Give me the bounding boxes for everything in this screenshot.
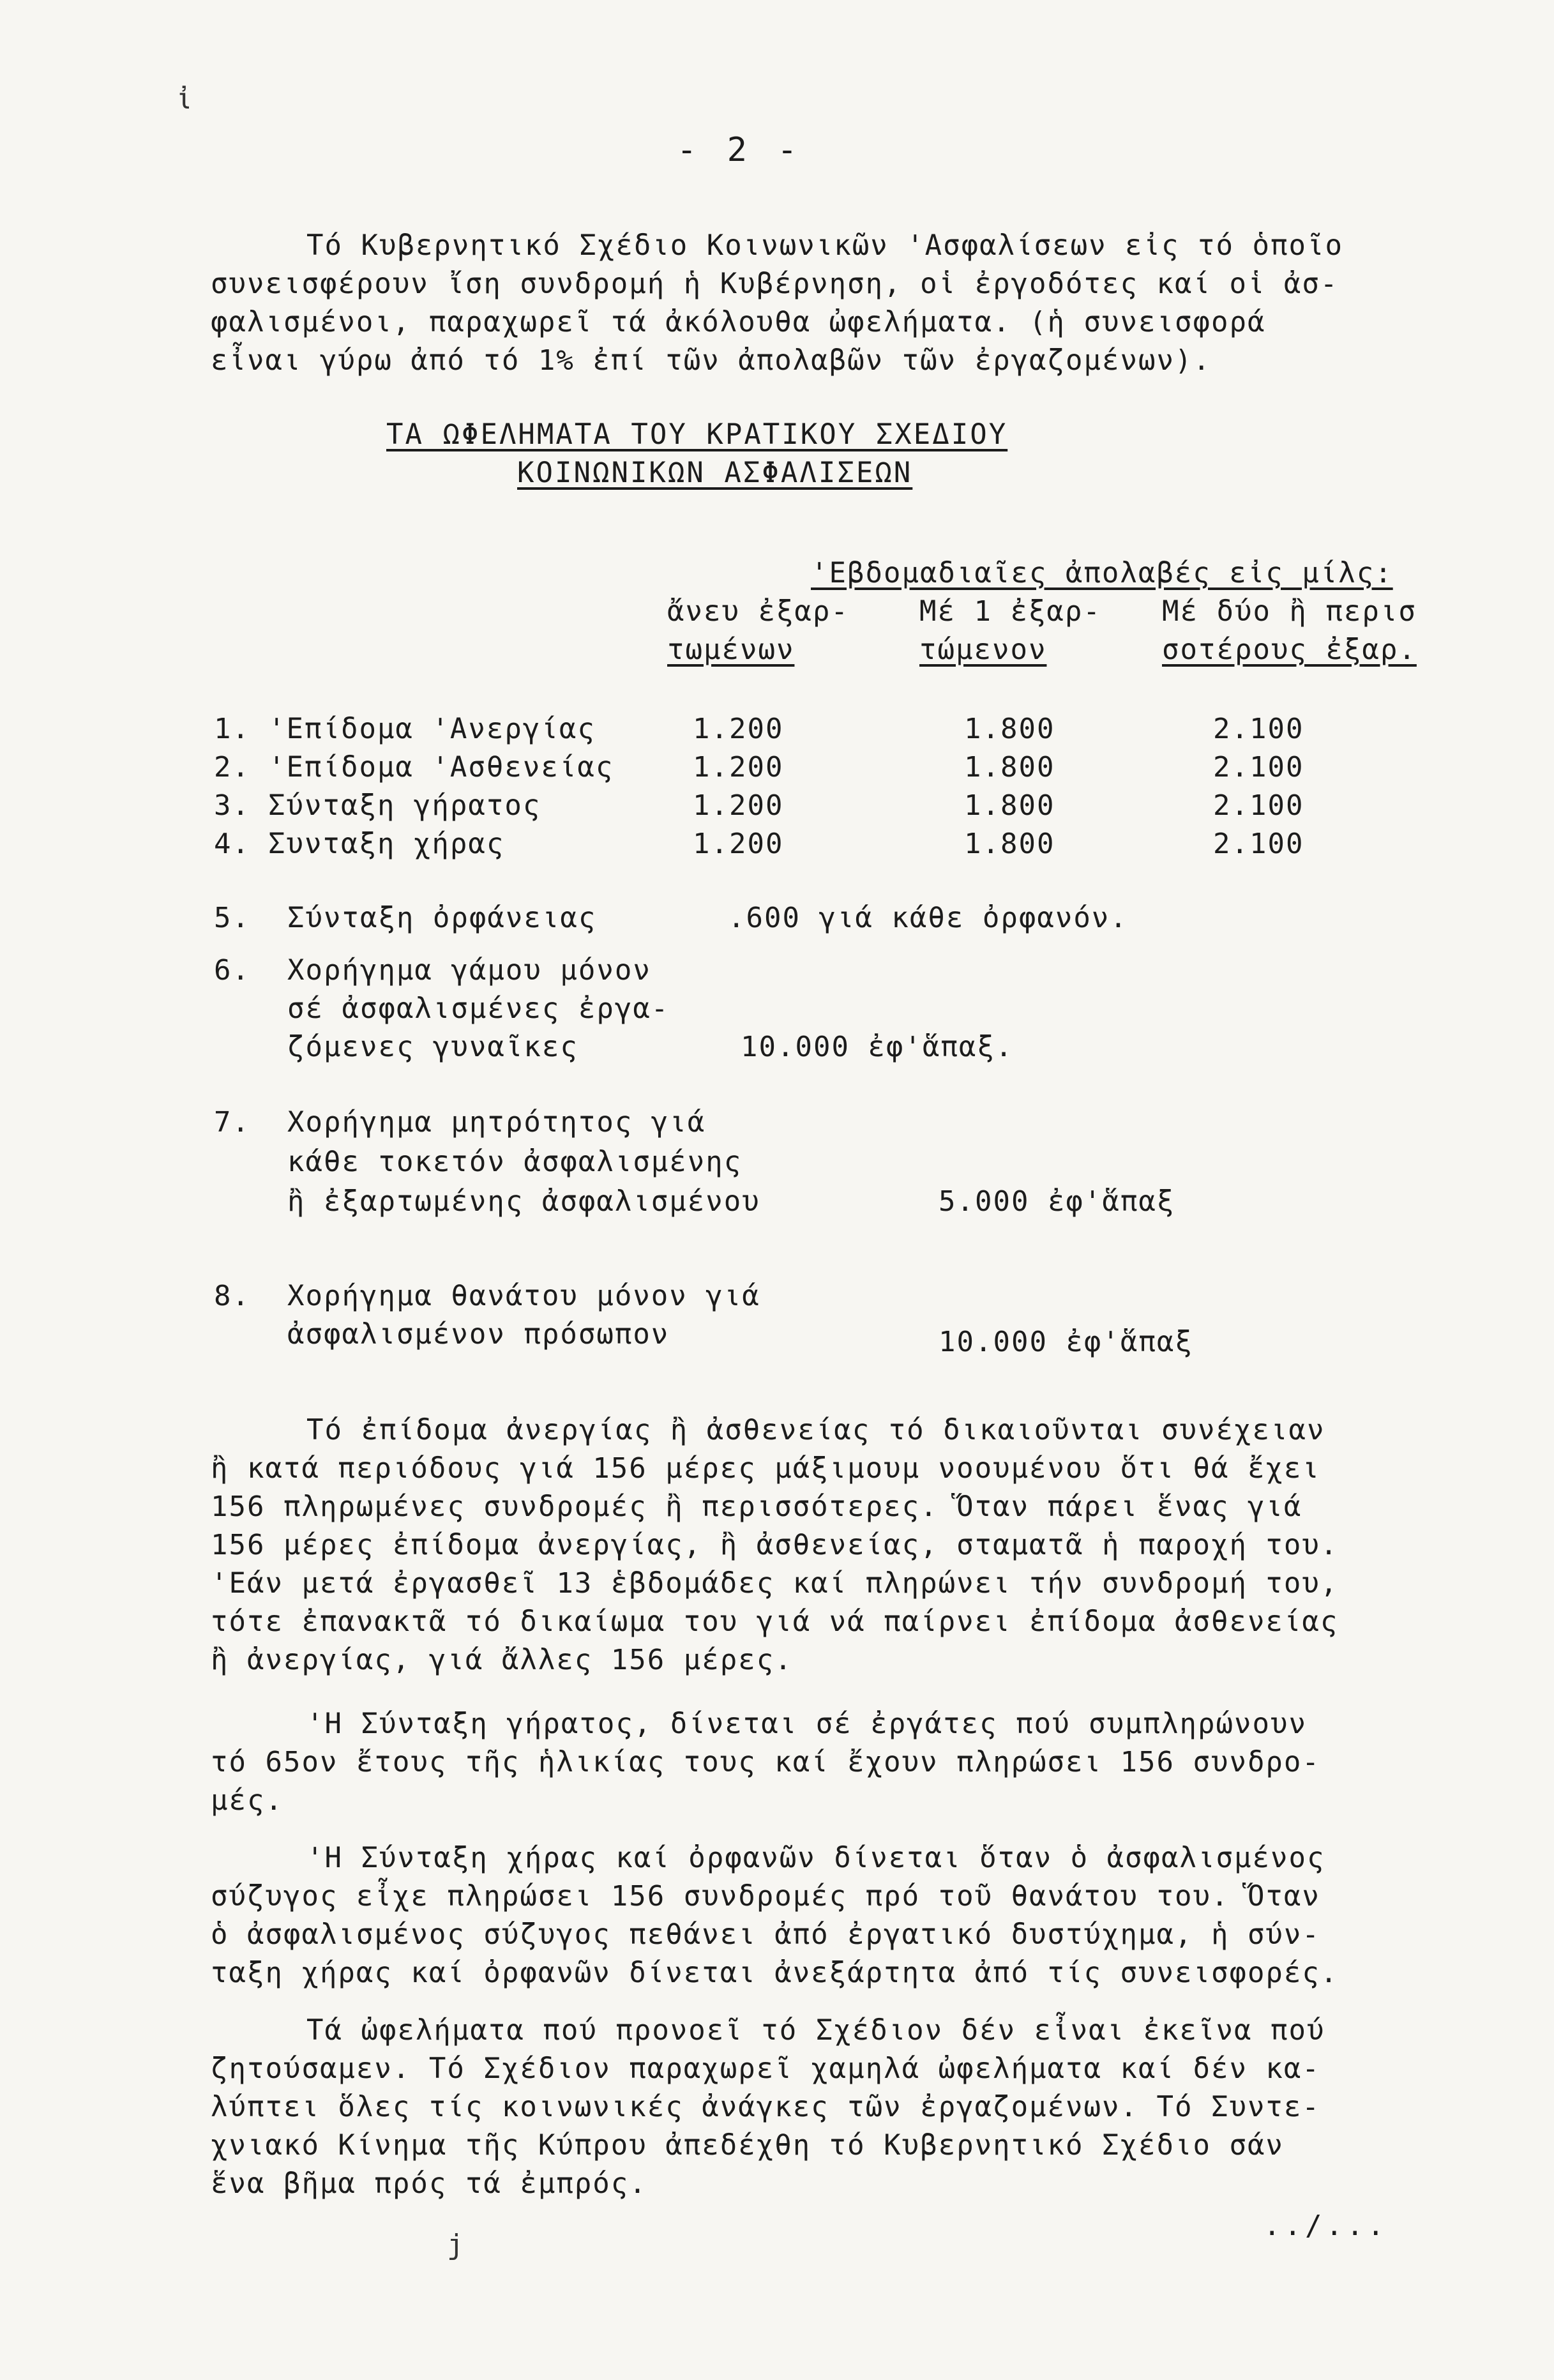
text-line: συνεισφέρουν ἴση συνδρομή ἡ Κυβέρνηση, οἱ ἐργοδότες καί οἱ ἀσ-: [211, 268, 1339, 300]
item-number: 5.: [214, 902, 250, 934]
item-label: Χορήγημα μητρότητος γιά: [287, 1106, 706, 1139]
text-line: ἢ κατά περιόδους γιά 156 μέρες μάξιμουμ νοουμένου ὅτι θά ἔχει: [211, 1452, 1320, 1485]
item-number: 7.: [214, 1106, 250, 1139]
row-label: 'Επίδομα 'Ασθενείας: [268, 751, 614, 784]
item-label: κάθε τοκετόν ἀσφαλισμένης: [287, 1146, 743, 1178]
column-header-1: ἄνευ ἐξαρ-: [667, 595, 849, 628]
section-heading: ΤΑ ΩΦΕΛΗΜΑΤΑ ΤΟΥ ΚΡΑΤΙΚΟΥ ΣΧΕΔΙΟΥ: [386, 418, 1008, 451]
row-label: Σύνταξη γήρατος: [268, 789, 541, 822]
item-value: .600 γιά κάθε ὀρφανόν.: [728, 902, 1128, 934]
row-label: 'Επίδομα 'Ανεργίας: [268, 713, 596, 745]
row-number: 2.: [214, 751, 250, 784]
text-line: λύπτει ὅλες τίς κοινωνικές ἀνάγκες τῶν ἐργαζομένων. Τό Συντε-: [211, 2091, 1320, 2123]
text-line: 'Η Σύνταξη χήρας καί ὀρφανῶν δίνεται ὅταν ὁ ἀσφαλισμένος: [306, 1842, 1325, 1874]
item-label: ἢ ἐξαρτωμένης ἀσφαλισμένου: [287, 1185, 760, 1218]
item-number: 8.: [214, 1280, 250, 1312]
paragraph: [211, 1411, 1456, 1679]
text-line: Τό Κυβερνητικό Σχέδιο Κοινωνικῶν 'Ασφαλίσεων εἰς τό ὁποῖο: [306, 229, 1343, 262]
text-line: 'Η Σύνταξη γήρατος, δίνεται σέ ἐργάτες πού συμπληρώνουν: [306, 1708, 1307, 1740]
row-number: 3.: [214, 789, 250, 822]
column-header-3: Μέ δύο ἢ περισ: [1162, 595, 1417, 628]
row-value: 1.200: [693, 751, 784, 784]
row-value: 1.800: [964, 751, 1055, 784]
column-header-1-cont: τωμένων: [667, 633, 795, 666]
row-value: 2.100: [1213, 751, 1304, 784]
row-value: 2.100: [1213, 789, 1304, 822]
intro-paragraph: [211, 227, 1462, 380]
row-value: 1.800: [964, 789, 1055, 822]
text-line: Τά ὠφελήματα πού προνοεῖ τό Σχέδιον δέν εἶναι ἐκεῖνα πού: [306, 2014, 1325, 2047]
row-label: Συνταξη χήρας: [268, 828, 505, 860]
text-line: Τό ἐπίδομα ἀνεργίας ἢ ἀσθενείας τό δικαιοῦνται συνέχειαν: [306, 1414, 1325, 1446]
item-label: σέ ἀσφαλισμένες ἐργα-: [287, 992, 670, 1025]
section-subheading: ΚΟΙΝΩΝΙΚΩΝ ΑΣΦΑΛΙΣΕΩΝ: [517, 457, 913, 489]
paragraph: [211, 2012, 1456, 2203]
page-number: - 2 -: [677, 131, 803, 169]
text-line: τότε ἐπανακτᾶ τό δικαίωμα του γιά νά παίρνει ἐπίδομα ἀσθενείας: [211, 1605, 1339, 1638]
text-line: φαλισμένοι, παραχωρεῖ τά ἀκόλουθα ὠφελήματα. (ἡ συνεισφορά: [211, 306, 1266, 338]
table-group-header: 'Εβδομαδιαῖες ἀπολαβές εἰς μίλς:: [811, 557, 1393, 589]
text-line: 156 μέρες ἐπίδομα ἀνεργίας, ἢ ἀσθενείας, σταματᾶ ἡ παροχή του.: [211, 1529, 1339, 1561]
text-line: τό 65ον ἔτους τῆς ἡλικίας τους καί ἔχουν πληρώσει 156 συνδρο-: [211, 1746, 1320, 1778]
text-line: ὁ ἀσφαλισμένος σύζυγος πεθάνει ἀπό ἐργατικό δυστύχημα, ἡ σύν-: [211, 1918, 1320, 1951]
row-number: 1.: [214, 713, 250, 745]
text-line: χνιακό Κίνημα τῆς Κύπρου ἀπεδέχθη τό Κυβερνητικό Σχέδιο σάν: [211, 2129, 1284, 2162]
continuation-mark: ../...: [1264, 2209, 1388, 2242]
text-line: ταξη χήρας καί ὀρφανῶν δίνεται ἀνεξάρτητα ἀπό τίς συνεισφορές.: [211, 1957, 1339, 1989]
row-value: 1.200: [693, 713, 784, 745]
item-label: Σύνταξη ὀρφάνειας: [287, 902, 597, 934]
column-header-3-cont: σοτέρους ἐξαρ.: [1162, 633, 1417, 666]
text-line: 'Εάν μετά ἐργασθεῖ 13 ἑβδομάδες καί πληρώνει τήν συνδρομή του,: [211, 1567, 1339, 1600]
text-line: σύζυγος εἶχε πληρώσει 156 συνδρομές πρό τοῦ θανάτου του. Ὅταν: [211, 1880, 1320, 1913]
item-number: 6.: [214, 954, 250, 987]
text-line: μές.: [211, 1784, 283, 1817]
row-value: 1.800: [964, 713, 1055, 745]
column-header-2: Μέ 1 ἐξαρ-: [919, 595, 1101, 628]
item-label: Χορήγημα γάμου μόνον: [287, 954, 651, 987]
item-label: Χορήγημα θανάτου μόνον γιά: [287, 1280, 760, 1312]
item-value: 5.000 ἐφ'ἅπαξ: [939, 1185, 1175, 1218]
row-number: 4.: [214, 828, 250, 860]
text-line: εἶναι γύρω ἀπό τό 1% ἐπί τῶν ἀπολαβῶν τῶν ἐργαζομένων).: [211, 344, 1211, 377]
item-value: 10.000 ἐφ'ἅπαξ.: [741, 1031, 1014, 1063]
row-value: 1.200: [693, 789, 784, 822]
text-line: ζητούσαμεν. Τό Σχέδιον παραχωρεῖ χαμηλά ὠφελήματα καί δέν κα-: [211, 2052, 1320, 2085]
row-value: 1.200: [693, 828, 784, 860]
item-label: ζόμενες γυναῖκες: [287, 1031, 578, 1063]
row-value: 2.100: [1213, 713, 1304, 745]
item-value: 10.000 ἐφ'ἅπαξ: [939, 1326, 1193, 1358]
text-line: ἕνα βῆμα πρός τά ἐμπρός.: [211, 2167, 647, 2200]
item-label: ἀσφαλισμένον πρόσωπον: [287, 1318, 670, 1351]
handwritten-mark: j: [447, 2229, 464, 2261]
text-line: 156 πληρωμένες συνδρομές ἢ περισσότερες. Ὅταν πάρει ἕνας γιά: [211, 1490, 1302, 1523]
text-line: ἢ ἀνεργίας, γιά ἄλλες 156 μέρες.: [211, 1644, 793, 1676]
row-value: 2.100: [1213, 828, 1304, 860]
handwritten-mark: ἰ: [176, 83, 193, 116]
column-header-2-cont: τώμενον: [919, 633, 1047, 666]
paragraph: [211, 1839, 1456, 1992]
paragraph: [211, 1705, 1456, 1820]
row-value: 1.800: [964, 828, 1055, 860]
